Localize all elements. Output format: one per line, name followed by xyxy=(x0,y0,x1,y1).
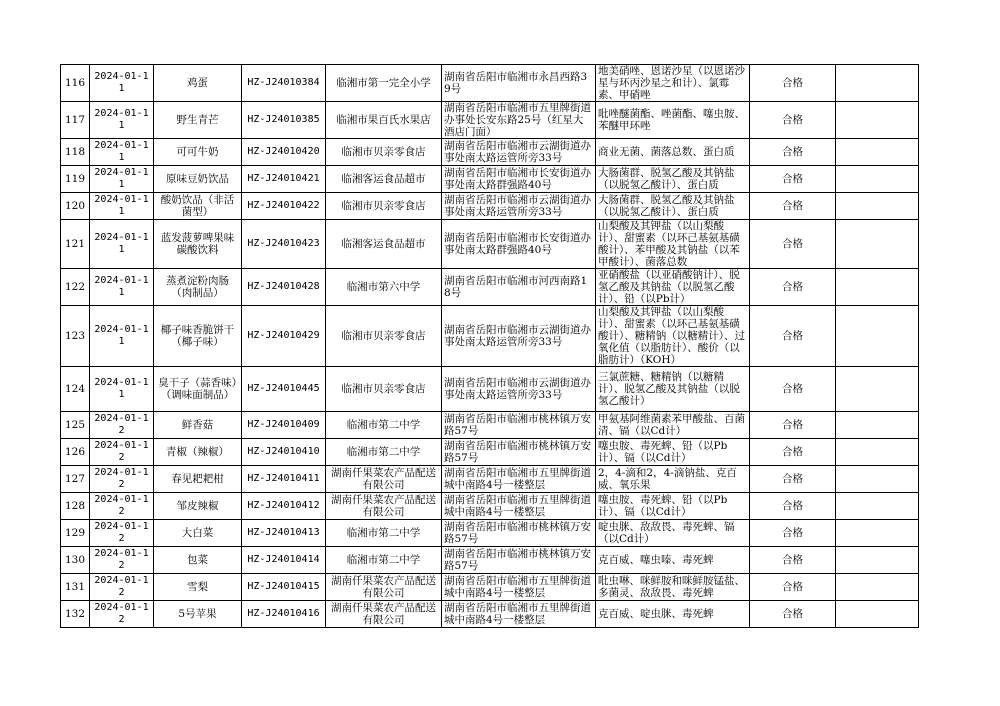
product-name-cell: 大白菜 xyxy=(154,520,242,547)
unit-address-cell: 湖南省岳阳市临湘市云湖街道办事处南太路运管所旁33号 xyxy=(442,367,596,412)
sample-code-cell: HZ-J24010415 xyxy=(242,574,326,601)
table-row xyxy=(61,466,919,493)
test-items-cell: 甲氨基阿维菌素苯甲酸盐、百菌清、镉（以Cd计） xyxy=(596,412,750,439)
table-row xyxy=(61,439,919,466)
remark-cell xyxy=(836,466,919,493)
table-row xyxy=(61,193,919,220)
sampled-unit-cell: 湖南仟果菜农产品配送有限公司 xyxy=(326,466,442,493)
remark-cell xyxy=(836,574,919,601)
sequence-number-cell: 130 xyxy=(61,547,90,574)
sampling-date-cell: 2024-01-11 xyxy=(90,166,154,193)
remark-cell xyxy=(836,520,919,547)
table-row xyxy=(61,601,919,628)
product-name-cell: 椰子味香脆饼干（椰子味） xyxy=(154,306,242,367)
product-name-cell: 酸奶饮品（非活菌型） xyxy=(154,193,242,220)
remark-cell xyxy=(836,412,919,439)
table-row xyxy=(61,269,919,306)
result-cell: 合格 xyxy=(750,220,836,269)
test-items-cell: 克百威、噻虫嗪、毒死蜱 xyxy=(596,547,750,574)
sampled-unit-cell: 湖南仟果菜农产品配送有限公司 xyxy=(326,601,442,628)
test-items-cell: 大肠菌群、脱氢乙酸及其钠盐（以脱氢乙酸计）、蛋白质 xyxy=(596,193,750,220)
product-name-cell: 蒸煮淀粉肉肠（肉制品） xyxy=(154,269,242,306)
unit-address-cell: 湖南省岳阳市临湘市云湖街道办事处南太路运管所旁33号 xyxy=(442,193,596,220)
unit-address-cell: 湖南省岳阳市临湘市五里牌街道城中南路4号一楼整层 xyxy=(442,466,596,493)
sequence-number-cell: 127 xyxy=(61,466,90,493)
product-name-cell: 鸡蛋 xyxy=(154,65,242,102)
product-name-cell: 鲜香菇 xyxy=(154,412,242,439)
result-cell: 合格 xyxy=(750,412,836,439)
sequence-number-cell: 132 xyxy=(61,601,90,628)
sampling-date-cell: 2024-01-11 xyxy=(90,65,154,102)
table-row xyxy=(61,547,919,574)
sampling-date-cell: 2024-01-11 xyxy=(90,193,154,220)
product-name-cell: 臭干子（蒜香味）（调味面制品） xyxy=(154,367,242,412)
result-cell: 合格 xyxy=(750,306,836,367)
unit-address-cell: 湖南省岳阳市临湘市河西南路18号 xyxy=(442,269,596,306)
sample-code-cell: HZ-J24010445 xyxy=(242,367,326,412)
sequence-number-cell: 123 xyxy=(61,306,90,367)
sample-code-cell: HZ-J24010409 xyxy=(242,412,326,439)
test-items-cell: 商业无菌、菌落总数、蛋白质 xyxy=(596,139,750,166)
sampling-date-cell: 2024-01-12 xyxy=(90,412,154,439)
sample-code-cell: HZ-J24010385 xyxy=(242,102,326,139)
result-cell: 合格 xyxy=(750,102,836,139)
unit-address-cell: 湖南省岳阳市临湘市桃林镇万安路57号 xyxy=(442,439,596,466)
test-items-cell: 地美硝唑、恩诺沙星（以恩诺沙星与环丙沙星之和计）、氯霉素、甲硝唑 xyxy=(596,65,750,102)
sample-code-cell: HZ-J24010429 xyxy=(242,306,326,367)
remark-cell xyxy=(836,193,919,220)
sequence-number-cell: 128 xyxy=(61,493,90,520)
table-row xyxy=(61,306,919,367)
sequence-number-cell: 118 xyxy=(61,139,90,166)
result-cell: 合格 xyxy=(750,520,836,547)
sampled-unit-cell: 临湘市果百氏水果店 xyxy=(326,102,442,139)
result-cell: 合格 xyxy=(750,139,836,166)
sampling-date-cell: 2024-01-12 xyxy=(90,574,154,601)
sampled-unit-cell: 湖南仟果菜农产品配送有限公司 xyxy=(326,493,442,520)
sample-code-cell: HZ-J24010416 xyxy=(242,601,326,628)
sequence-number-cell: 120 xyxy=(61,193,90,220)
table-row xyxy=(61,367,919,412)
result-cell: 合格 xyxy=(750,193,836,220)
inspection-results-table xyxy=(60,64,919,628)
sample-code-cell: HZ-J24010412 xyxy=(242,493,326,520)
product-name-cell: 蓝发菠萝啤果味碳酸饮料 xyxy=(154,220,242,269)
sample-code-cell: HZ-J24010413 xyxy=(242,520,326,547)
sampled-unit-cell: 临湘市贝亲零食店 xyxy=(326,367,442,412)
remark-cell xyxy=(836,65,919,102)
sampling-date-cell: 2024-01-12 xyxy=(90,493,154,520)
test-items-cell: 噻虫胺、毒死蜱、铅（以Pb计）、镉（以Cd计） xyxy=(596,439,750,466)
product-name-cell: 5号苹果 xyxy=(154,601,242,628)
unit-address-cell: 湖南省岳阳市临湘市五里牌街道城中南路4号一楼整层 xyxy=(442,493,596,520)
result-cell: 合格 xyxy=(750,547,836,574)
product-name-cell: 邹皮辣椒 xyxy=(154,493,242,520)
test-items-cell: 吡唑醚菌酯、唑菌酯、噻虫胺、苯醚甲环唑 xyxy=(596,102,750,139)
remark-cell xyxy=(836,139,919,166)
sampled-unit-cell: 临湘市第二中学 xyxy=(326,547,442,574)
sample-code-cell: HZ-J24010421 xyxy=(242,166,326,193)
result-cell: 合格 xyxy=(750,601,836,628)
remark-cell xyxy=(836,269,919,306)
unit-address-cell: 湖南省岳阳市临湘市五里牌街道办事处长安东路25号（红星大酒店门面） xyxy=(442,102,596,139)
product-name-cell: 包菜 xyxy=(154,547,242,574)
sampling-date-cell: 2024-01-12 xyxy=(90,601,154,628)
remark-cell xyxy=(836,439,919,466)
result-cell: 合格 xyxy=(750,269,836,306)
sample-code-cell: HZ-J24010384 xyxy=(242,65,326,102)
sampled-unit-cell: 临湘客运食品超市 xyxy=(326,220,442,269)
table-body xyxy=(61,65,919,628)
result-cell: 合格 xyxy=(750,574,836,601)
result-cell: 合格 xyxy=(750,439,836,466)
sampling-date-cell: 2024-01-11 xyxy=(90,220,154,269)
product-name-cell: 野生青芒 xyxy=(154,102,242,139)
sample-code-cell: HZ-J24010420 xyxy=(242,139,326,166)
test-items-cell: 三氯蔗糖、糖精钠（以糖精计）、脱氢乙酸及其钠盐（以脱氢乙酸计） xyxy=(596,367,750,412)
product-name-cell: 原味豆奶饮品 xyxy=(154,166,242,193)
table-row xyxy=(61,65,919,102)
sampling-date-cell: 2024-01-12 xyxy=(90,547,154,574)
table-row xyxy=(61,574,919,601)
unit-address-cell: 湖南省岳阳市临湘市五里牌街道城中南路4号一楼整层 xyxy=(442,574,596,601)
remark-cell xyxy=(836,547,919,574)
unit-address-cell: 湖南省岳阳市临湘市桃林镇万安路57号 xyxy=(442,520,596,547)
unit-address-cell: 湖南省岳阳市临湘市永昌西路39号 xyxy=(442,65,596,102)
sampling-date-cell: 2024-01-11 xyxy=(90,306,154,367)
sampled-unit-cell: 临湘市第二中学 xyxy=(326,412,442,439)
sequence-number-cell: 125 xyxy=(61,412,90,439)
test-items-cell: 克百威、啶虫脒、毒死蜱 xyxy=(596,601,750,628)
sampling-date-cell: 2024-01-11 xyxy=(90,269,154,306)
result-cell: 合格 xyxy=(750,466,836,493)
test-items-cell: 山梨酸及其钾盐（以山梨酸计）、甜蜜素（以环己基氨基磺酸计）、糖精钠（以糖精计）、过氧化值（以脂肪计）、酸价（以脂肪计）（KOH） xyxy=(596,306,750,367)
sampled-unit-cell: 临湘市贝亲零食店 xyxy=(326,306,442,367)
sampled-unit-cell: 临湘客运食品超市 xyxy=(326,166,442,193)
sample-code-cell: HZ-J24010410 xyxy=(242,439,326,466)
sampling-date-cell: 2024-01-11 xyxy=(90,139,154,166)
unit-address-cell: 湖南省岳阳市临湘市云湖街道办事处南太路运管所旁33号 xyxy=(442,139,596,166)
table-row xyxy=(61,166,919,193)
table-row xyxy=(61,412,919,439)
test-items-cell: 山梨酸及其钾盐（以山梨酸计）、甜蜜素（以环己基氨基磺酸计）、苯甲酸及其钠盐（以苯甲酸计）、菌落总数 xyxy=(596,220,750,269)
test-items-cell: 大肠菌群、脱氢乙酸及其钠盐（以脱氢乙酸计）、蛋白质 xyxy=(596,166,750,193)
remark-cell xyxy=(836,367,919,412)
result-cell: 合格 xyxy=(750,166,836,193)
sampling-date-cell: 2024-01-11 xyxy=(90,102,154,139)
sampled-unit-cell: 临湘市第六中学 xyxy=(326,269,442,306)
sampled-unit-cell: 临湘市第二中学 xyxy=(326,520,442,547)
result-cell: 合格 xyxy=(750,493,836,520)
test-items-cell: 噻虫胺、毒死蜱、铅（以Pb计）、镉（以Cd计） xyxy=(596,493,750,520)
unit-address-cell: 湖南省岳阳市临湘市桃林镇万安路57号 xyxy=(442,412,596,439)
remark-cell xyxy=(836,493,919,520)
sequence-number-cell: 121 xyxy=(61,220,90,269)
unit-address-cell: 湖南省岳阳市临湘市五里牌街道城中南路4号一楼整层 xyxy=(442,601,596,628)
sequence-number-cell: 119 xyxy=(61,166,90,193)
test-items-cell: 吡虫啉、咪鲜胺和咪鲜胺锰盐、多菌灵、敌敌畏、毒死蜱 xyxy=(596,574,750,601)
sequence-number-cell: 129 xyxy=(61,520,90,547)
result-cell: 合格 xyxy=(750,367,836,412)
sample-code-cell: HZ-J24010414 xyxy=(242,547,326,574)
sequence-number-cell: 117 xyxy=(61,102,90,139)
sampling-date-cell: 2024-01-12 xyxy=(90,466,154,493)
remark-cell xyxy=(836,306,919,367)
sampled-unit-cell: 临湘市第一完全小学 xyxy=(326,65,442,102)
sequence-number-cell: 131 xyxy=(61,574,90,601)
sampling-date-cell: 2024-01-12 xyxy=(90,439,154,466)
sequence-number-cell: 122 xyxy=(61,269,90,306)
remark-cell xyxy=(836,166,919,193)
product-name-cell: 青椒（辣椒） xyxy=(154,439,242,466)
sampling-date-cell: 2024-01-11 xyxy=(90,367,154,412)
remark-cell xyxy=(836,601,919,628)
unit-address-cell: 湖南省岳阳市临湘市长安街道办事处南太路群强路40号 xyxy=(442,166,596,193)
remark-cell xyxy=(836,220,919,269)
sequence-number-cell: 126 xyxy=(61,439,90,466)
unit-address-cell: 湖南省岳阳市临湘市云湖街道办事处南太路运管所旁33号 xyxy=(442,306,596,367)
sampled-unit-cell: 湖南仟果菜农产品配送有限公司 xyxy=(326,574,442,601)
sample-code-cell: HZ-J24010422 xyxy=(242,193,326,220)
test-items-cell: 2，4-滴和2，4-滴钠盐、克百威、氧乐果 xyxy=(596,466,750,493)
sequence-number-cell: 116 xyxy=(61,65,90,102)
table-row xyxy=(61,220,919,269)
sample-code-cell: HZ-J24010423 xyxy=(242,220,326,269)
remark-cell xyxy=(836,102,919,139)
sampled-unit-cell: 临湘市贝亲零食店 xyxy=(326,193,442,220)
result-cell: 合格 xyxy=(750,65,836,102)
sample-code-cell: HZ-J24010428 xyxy=(242,269,326,306)
sample-code-cell: HZ-J24010411 xyxy=(242,466,326,493)
sampled-unit-cell: 临湘市贝亲零食店 xyxy=(326,139,442,166)
product-name-cell: 可可牛奶 xyxy=(154,139,242,166)
test-items-cell: 亚硝酸盐（以亚硝酸钠计）、脱氢乙酸及其钠盐（以脱氢乙酸计）、铅（以Pb计） xyxy=(596,269,750,306)
test-items-cell: 啶虫脒、敌敌畏、毒死蜱、镉（以Cd计） xyxy=(596,520,750,547)
sampled-unit-cell: 临湘市第二中学 xyxy=(326,439,442,466)
product-name-cell: 雪梨 xyxy=(154,574,242,601)
table-row xyxy=(61,139,919,166)
sequence-number-cell: 124 xyxy=(61,367,90,412)
table-row xyxy=(61,102,919,139)
sampling-date-cell: 2024-01-12 xyxy=(90,520,154,547)
unit-address-cell: 湖南省岳阳市临湘市长安街道办事处南太路群强路40号 xyxy=(442,220,596,269)
table-row xyxy=(61,493,919,520)
table-row xyxy=(61,520,919,547)
product-name-cell: 春见耙耙柑 xyxy=(154,466,242,493)
unit-address-cell: 湖南省岳阳市临湘市桃林镇万安路57号 xyxy=(442,547,596,574)
